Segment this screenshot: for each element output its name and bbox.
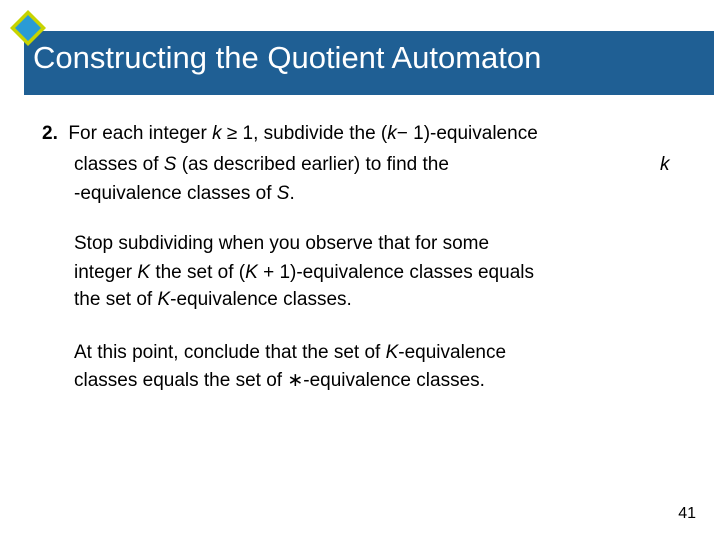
page-number: 41 xyxy=(678,505,696,522)
stop-paragraph-line-3: the set of K-equivalence classes. xyxy=(74,289,352,310)
stop-paragraph-line-2: integer K the set of (K + 1)-equivalence classes equals xyxy=(74,262,534,283)
step-paragraph-line-3: -equivalence classes of S. xyxy=(74,183,295,204)
stop-paragraph-line-1: Stop subdividing when you observe that for some xyxy=(74,233,490,254)
conclusion-paragraph-line-2: classes equals the set of ∗-equivalence classes. xyxy=(74,370,485,391)
slide-title: Constructing the Quotient Automaton xyxy=(33,40,542,75)
step-paragraph-line-2: classes of S (as described earlier) to find the xyxy=(74,154,449,175)
step-paragraph-line-2-k: k xyxy=(660,154,670,175)
conclusion-paragraph-line-1: At this point, conclude that the set of K-equivalence xyxy=(74,342,507,363)
step-paragraph-line-1: 2. For each integer k ≥ 1, subdivide the (k− 1)-equivalence xyxy=(42,123,538,144)
step-number: 2. xyxy=(42,123,58,144)
